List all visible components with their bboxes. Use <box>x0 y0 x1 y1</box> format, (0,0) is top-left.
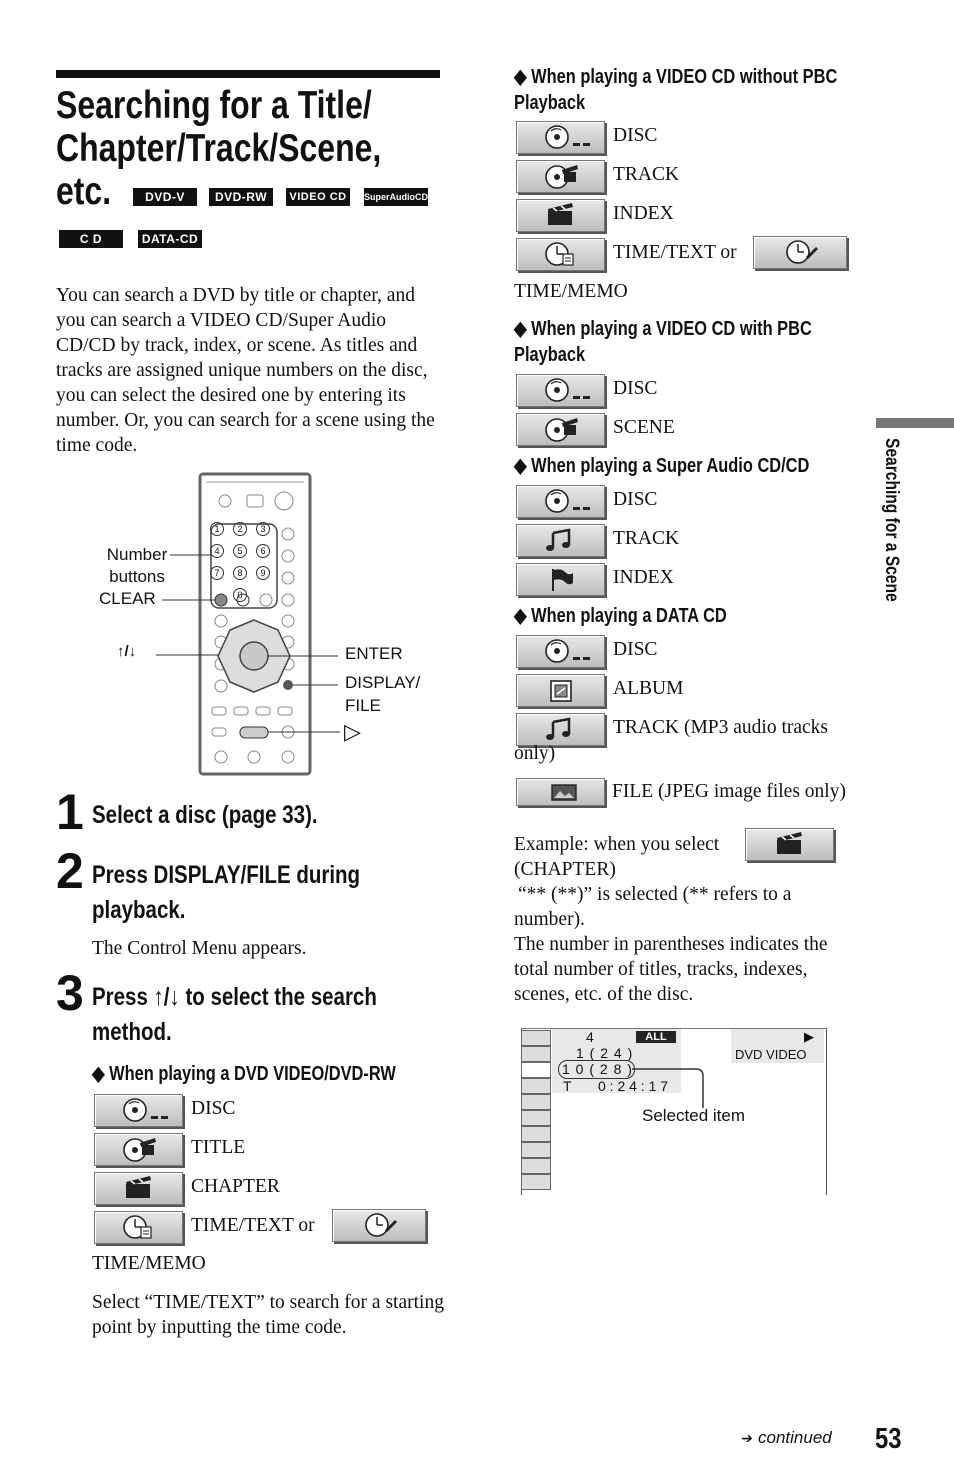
datacd-file: FILE (JPEG image files only) <box>612 781 846 802</box>
control-menu-cell <box>521 1030 551 1046</box>
disc-icon <box>94 1094 183 1127</box>
number-key: 4 <box>210 544 224 558</box>
control-menu-cell <box>521 1110 551 1126</box>
datacd-track-cont: only) <box>514 743 556 764</box>
vcd-pbc-scene: SCENE <box>613 417 675 438</box>
osd-row-chapter: 1 ( 2 4 ) <box>576 1045 634 1061</box>
selected-item-callout <box>630 1060 710 1110</box>
number-key: 7 <box>210 566 224 580</box>
datacd-track: TRACK (MP3 audio tracks <box>613 717 829 738</box>
badge-super-audio-cd: SuperAudioCD <box>364 188 428 206</box>
chapter-icon <box>745 828 834 861</box>
osd-row-title: 4 <box>586 1029 594 1045</box>
label-number-buttons: Number buttons <box>106 545 168 586</box>
flag-icon <box>516 563 605 596</box>
time-text-icon <box>94 1211 183 1244</box>
number-key: 1 <box>210 522 224 536</box>
osd-time-label: T <box>563 1078 572 1094</box>
label-up-down: ↑/↓ <box>117 643 137 660</box>
badge-data-cd: DATA-CD <box>138 230 202 248</box>
label-display-file: DISPLAY/ FILE <box>345 673 421 715</box>
sacd-track: TRACK <box>613 528 680 549</box>
label-enter: ENTER <box>345 644 403 663</box>
music-note-icon <box>516 524 605 557</box>
index-icon <box>516 199 605 232</box>
track-icon <box>516 160 605 193</box>
badge-dvd-rw: DVD-RW <box>209 188 273 206</box>
step-1-text: Select a disc (page 33). <box>92 801 318 829</box>
number-key: 6 <box>256 544 270 558</box>
remote-number-keys <box>210 522 282 612</box>
badge-cd: C D <box>59 230 123 248</box>
step-3-text: Press ↑/↓ to select the search method. <box>92 983 377 1046</box>
selected-item-label: Selected item <box>642 1106 745 1125</box>
datacd-heading: ◆ When playing a DATA CD <box>514 605 727 627</box>
step-2-text: Press DISPLAY/FILE during playback. <box>92 861 361 924</box>
chapter-icon <box>94 1172 183 1205</box>
badge-dvd-v: DVD-V <box>133 188 197 206</box>
step-2-number: 2 <box>56 843 84 899</box>
page-title: Searching for a Title/ Chapter/Track/Scene, etc. <box>56 84 382 213</box>
control-menu-cell <box>521 1174 551 1190</box>
control-menu-cell <box>521 1046 551 1062</box>
number-key: 8 <box>233 566 247 580</box>
osd-disc-type: DVD VIDEO <box>735 1047 807 1062</box>
continued-arrow: ➔ <box>740 1430 752 1446</box>
vcd-pbc-heading: ◆ When playing a VIDEO CD with PBC Playback <box>514 318 812 366</box>
badge-video-cd: VIDEO CD <box>286 188 350 206</box>
disc-icon <box>516 485 605 518</box>
remote-illustration <box>90 470 450 780</box>
number-key: 3 <box>256 522 270 536</box>
control-menu-cell <box>521 1078 551 1094</box>
label-clear: CLEAR <box>99 589 156 608</box>
step-3-number: 3 <box>56 965 84 1021</box>
step-1-number: 1 <box>56 784 84 840</box>
time-memo-icon <box>753 236 847 269</box>
sacd-index: INDEX <box>613 567 674 588</box>
dvd-item-disc: DISC <box>191 1098 236 1119</box>
vcd-nopbc-disc: DISC <box>613 125 658 146</box>
title-icon <box>94 1133 183 1166</box>
control-menu-cell <box>521 1094 551 1110</box>
vcd-nopbc-heading: ◆ When playing a VIDEO CD without PBC Playback <box>514 66 838 114</box>
page-number: 53 <box>875 1423 902 1455</box>
dvd-heading: ◆ When playing a DVD VIDEO/DVD-RW <box>92 1063 396 1085</box>
control-menu-cell <box>521 1158 551 1174</box>
image-file-icon <box>516 778 605 806</box>
disc-icon <box>516 635 605 668</box>
title-rule <box>56 70 440 78</box>
dvd-item-chapter: CHAPTER <box>191 1176 280 1197</box>
sacd-disc: DISC <box>613 489 658 510</box>
vcd-nopbc-time-text: TIME/TEXT or <box>613 242 737 263</box>
osd-play-icon: ▶ <box>804 1029 814 1044</box>
dvd-item-title: TITLE <box>191 1137 246 1158</box>
control-menu-cell <box>521 1062 551 1078</box>
dvd-time-memo: TIME/MEMO <box>92 1253 206 1274</box>
datacd-disc: DISC <box>613 639 658 660</box>
control-menu-cell <box>521 1142 551 1158</box>
sacd-heading: ◆ When playing a Super Audio CD/CD <box>514 455 810 477</box>
osd-selected-row: 1 0 ( 2 8 ) <box>558 1060 635 1079</box>
side-tab-bar <box>876 418 954 428</box>
continued-text: continued <box>758 1428 832 1447</box>
disc-icon <box>516 374 605 407</box>
step-2-note: The Control Menu appears. <box>92 938 307 959</box>
number-key: 5 <box>233 544 247 558</box>
control-menu-cell <box>521 1126 551 1142</box>
vcd-nopbc-time-memo: TIME/MEMO <box>514 281 628 302</box>
album-icon <box>516 674 605 707</box>
vcd-nopbc-index: INDEX <box>613 203 674 224</box>
time-memo-icon <box>332 1209 426 1242</box>
number-key: 2 <box>233 522 247 536</box>
datacd-album: ALBUM <box>613 678 684 699</box>
dvd-note: Select “TIME/TEXT” to search for a starting point by inputting the time code. <box>92 1292 444 1338</box>
label-play: ▷ <box>344 719 361 744</box>
number-key: 0 <box>233 588 247 602</box>
intro-paragraph: You can search a DVD by title or chapter, and you can search a VIDEO CD/Super Audio CD/CD by track, index, or scene. As titles and tracks are assigned unique numbers on the disc, you can select the desired one by entering its number. Or, you can search for a scene using the time code. <box>56 285 435 456</box>
osd-all-badge: ALL <box>636 1031 676 1043</box>
disc-icon <box>516 121 605 154</box>
time-text-icon <box>516 238 605 271</box>
dvd-item-time-text: TIME/TEXT or <box>191 1215 315 1236</box>
scene-icon <box>516 413 605 446</box>
vcd-pbc-disc: DISC <box>613 378 658 399</box>
osd-time: 0 : 2 4 : 1 7 <box>598 1078 669 1094</box>
control-menu-cells <box>521 1028 551 1180</box>
example-text: Example: when you select (CHAPTER) “** (**)” is selected (** refers to a number). The number in parentheses indicates the total number of titles, tracks, indexes, scenes, etc. of the disc. <box>514 834 828 1005</box>
number-key: 9 <box>256 566 270 580</box>
vcd-nopbc-track: TRACK <box>613 164 680 185</box>
side-tab-label: Searching for a Scene <box>881 438 902 602</box>
